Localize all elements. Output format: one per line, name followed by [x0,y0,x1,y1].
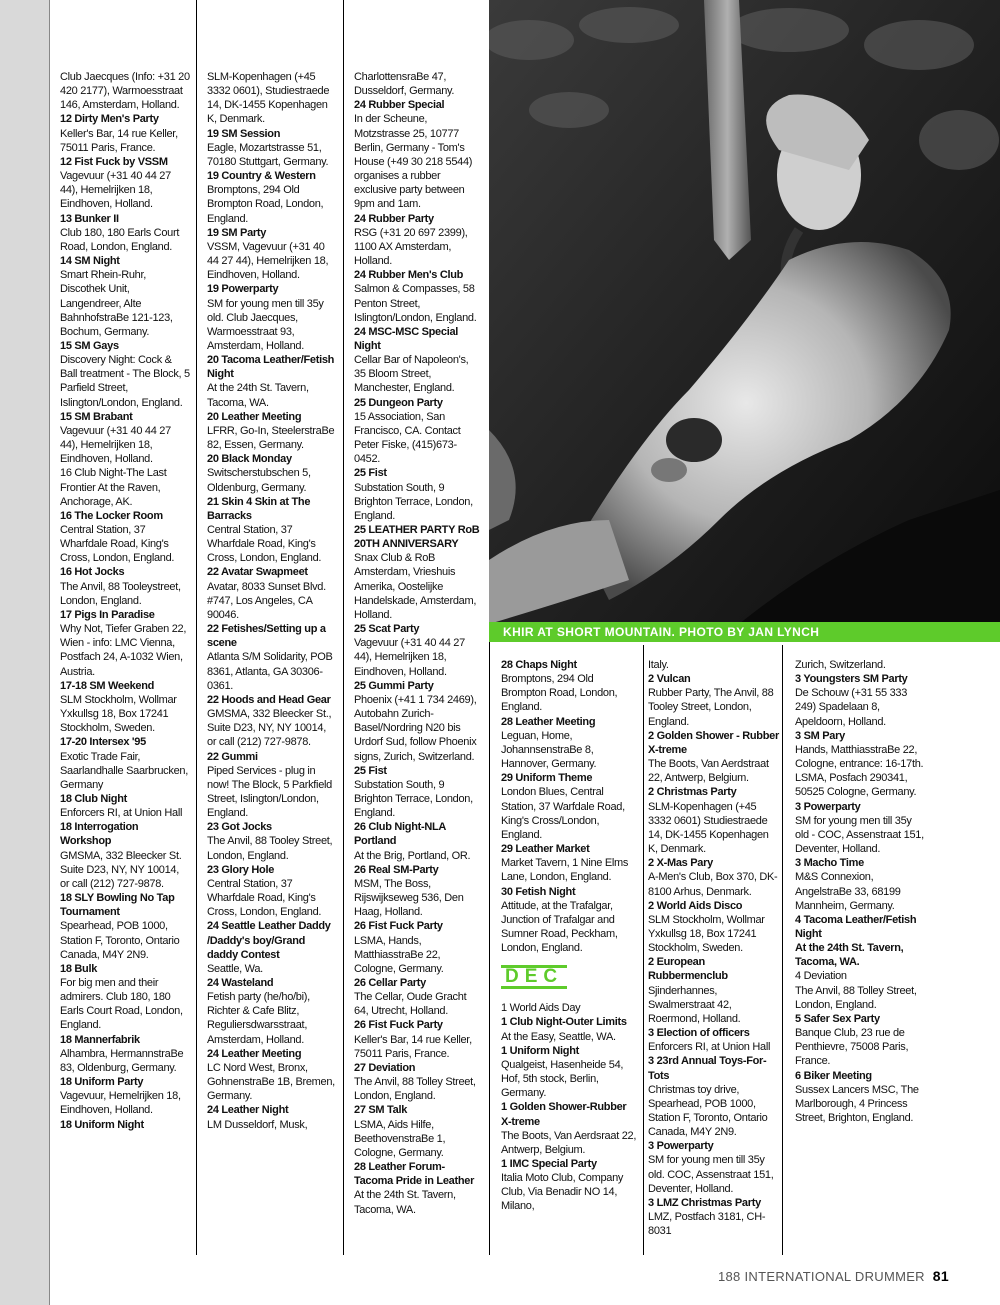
event-listing [648,899,780,956]
event-details: Central Station, 37 Wharfdale Road, King's Cross, London, England. [207,524,322,565]
event-details: Central Station, 37 Wharfdale Road, King's Cross, London, England. [207,877,322,919]
event-details: SLM Stockholm, Wollmar Yxkullsg 18, Box 17241 Stockholm, Sweden. [648,913,765,955]
event-title: 20 Black Monday [207,453,292,466]
event-title: 23 Got Jocks [207,821,272,834]
event-listing [648,658,780,672]
event-details: Christmas toy drive, Spearhead, POB 1000, Station F, Toronto, Ontario Canada, M4Y 2N9. [648,1083,768,1139]
event-listing [648,856,780,898]
event-title: 2 European Rubbermenclub [648,956,728,983]
event-listing [207,919,337,976]
event-listing [648,1139,780,1196]
listing-column-4 [501,658,639,1214]
event-listing [60,1033,190,1075]
event-listing [354,863,482,920]
event-title: 18 Bulk [60,962,98,975]
column-rule [196,0,197,1255]
photo-illustration [489,0,1000,624]
event-listing [354,976,482,1018]
page-footer [718,1268,949,1284]
event-details: Enforcers RI, at Union Hall [648,1041,771,1054]
event-title: 3 Macho Time [795,857,864,870]
event-title: 15 SM Brabant [60,410,133,423]
event-details: Smart Rhein-Ruhr, Discothek Unit, Langendreer, Alte BahnhofstraBe 121-123, Bochum, Germany. [60,269,173,338]
event-title: 24 Leather Meeting [207,1047,302,1060]
page-edge-line [49,0,50,1305]
event-details: Italia Moto Club, Company Club, Via Benadir NO 14, Milano, [501,1172,624,1213]
event-details: VSSM, Vagevuur (+31 40 44 27 44), Hemelrijken 18, Eindhoven, Holland. [207,240,329,282]
event-details: 1 World Aids Day [501,1002,581,1015]
event-details: At the Brig, Portland, OR. [354,849,471,862]
event-listing [354,325,482,396]
event-details: Discovery Night: Cock & Ball treatment - The Block, 5 Parfield Street, Islington/London, England. [60,354,190,409]
event-title: 29 Leather Market [501,843,590,856]
event-title: 19 SM Party [207,226,267,239]
event-title: 2 Vulcan [648,673,691,686]
listing-column-2 [207,70,337,1132]
event-details: Switscherstubschen 5, Oldenburg, Germany. [207,467,311,494]
event-details: Market Tavern, 1 Nine Elms Lane, London, England. [501,857,629,884]
event-title: 19 SM Session [207,127,281,140]
event-details: Vagevuur (+31 40 44 27 44), Hemelrijken 18, Eindhoven, Holland. [60,170,171,211]
event-listing [354,98,482,211]
event-title: 3 Youngsters SM Party [795,673,908,686]
event-details: LFRR, Go-In, SteelerstraBe 82, Essen, Germany. [207,424,335,452]
event-title: 1 Club Night-Outer Limits [501,1016,627,1029]
event-listing [60,70,190,112]
event-listing [795,913,925,941]
event-title: 17-20 Intersex '95 [60,736,146,749]
event-listing [648,1054,780,1139]
event-title: 24 Seattle Leather Daddy /Daddy's boy/Grand daddy Contest [207,920,331,961]
event-listing [207,622,337,693]
event-details: At the 24th St. Tavern, Tacoma, WA. [354,1189,456,1216]
event-title: 22 Fetishes/Setting up a scene [207,623,326,650]
event-details: The Cellar, Oude Gracht 64, Utrecht, Holland. [354,991,467,1018]
event-details: The Boots, Van Aerdsraat 22, Antwerp, Belgium. [501,1129,637,1156]
event-details: The Anvil, 88 Tooley Street, London, England. [207,835,333,862]
event-listing [501,1044,639,1101]
event-listing [60,891,190,962]
event-title: 17 Pigs In Paradise [60,608,155,621]
event-listing [501,1015,639,1043]
event-title: 25 Dungeon Party [354,396,443,409]
event-listing [795,984,925,1012]
event-details: SLM Stockholm, Wollmar Yxkullsg 18, Box 17241 Stockholm, Sweden. [60,693,177,735]
event-details: De Schouw (+31 55 333 249) Spadelaan 8, Apeldoorn, Holland. [795,687,908,728]
event-details: Keller's Bar, 14 rue Keller, 75011 Paris, France. [60,127,178,154]
event-listing [795,658,925,672]
event-details: Substation South, 9 Brighton Terrace, London, England. [354,481,473,522]
event-title: 12 Fist Fuck by VSSM [60,155,168,168]
event-title: 16 Hot Jocks [60,566,125,579]
event-details: Leguan, Home, JohannsenstraBe 8, Hannover, Germany. [501,729,597,771]
event-details: M&S Connexion, AngelstraBe 33, 68199 Mannheim, Germany. [795,871,901,912]
event-title: 1 Uniform Night [501,1044,579,1057]
event-listing [648,1196,780,1238]
event-details: Sjinderhannes, Swalmerstraat 42, Roermond, Holland. [648,984,741,1025]
event-listing [648,955,780,1026]
event-title: 25 Gummi Party [354,679,434,692]
event-listing [60,792,190,820]
event-listing [648,672,780,729]
event-details: SM for young men till 35y old. COC, Assenstraat 151, Deventer, Holland. [648,1154,774,1195]
event-title: 2 X-Mas Pary [648,857,713,870]
event-title: 25 LEATHER PARTY RoB 20TH ANNIVERSARY [354,524,480,551]
event-title: 24 Rubber Men's Club [354,269,464,282]
event-listing [60,339,190,410]
event-listing [207,1103,337,1131]
event-details: Substation South, 9 Brighton Terrace, London, England. [354,778,473,820]
event-title: 26 Club Night-NLA Portland [354,821,446,848]
column-rule [343,0,344,1255]
event-title: 18 Interrogation Workshop [60,821,139,848]
event-listing [207,282,337,353]
event-listing [207,693,337,750]
event-title: 26 Real SM-Party [354,863,439,876]
event-details: Eagle, Mozartstrasse 51, 70180 Stuttgart, Germany. [207,141,329,168]
event-details: Central Station, 37 Wharfdale Road, King's Cross, London, England. [60,524,175,565]
event-title: 18 Uniform Night [60,1118,144,1131]
event-listing [501,842,639,884]
event-title: 3 Powerparty [648,1140,714,1153]
event-listing [60,1118,190,1132]
event-listing [795,672,925,729]
event-listing [354,622,482,679]
page-number: 81 [932,1268,949,1284]
event-title: 3 Powerparty [795,800,861,813]
event-title: 5 Safer Sex Party [795,1012,880,1025]
event-listing [60,509,190,566]
event-listing [648,729,780,786]
event-details: Vagevuur, Hemelrijken 18, Eindhoven, Holland. [60,1090,181,1117]
event-details: GMSMA, 332 Bleecker St. Suite D23, NY, NY 10014, or call (212) 727-9878. [60,849,182,890]
event-title: 18 SLY Bowling No Tap Tournament [60,892,175,919]
event-listing [795,969,925,983]
footer-issue: 188 INTERNATIONAL DRUMMER [718,1269,925,1284]
column-rule [643,645,644,1255]
event-details: MSM, The Boss, Rijswijkseweg 536, Den Haag, Holland. [354,877,464,919]
event-title: 2 Christmas Party [648,786,737,799]
event-listing [354,1103,482,1160]
event-details: RSG (+31 20 697 2399), 1100 AX Amsterdam, Holland. [354,226,468,268]
event-details: The Anvil, 88 Tolley Street, London, England. [795,984,917,1011]
listing-column-1 [60,70,190,1132]
event-listing [207,452,337,494]
event-details: Club 180, 180 Earls Court Road, London, England. [60,226,180,253]
event-title: 21 Skin 4 Skin at The Barracks [207,495,311,522]
event-details: Vagevuur (+31 40 44 27 44), Hemelrijken 18, Eindhoven, Holland. [354,637,465,678]
event-details: Attitude, at the Trafalgar, Junction of Trafalgar and Sumner Road, Peckham, London, England. [501,899,618,955]
event-listing [207,127,337,169]
event-details: Rubber Party, The Anvil, 88 Tooley Street, London, England. [648,687,774,728]
event-details: 15 Association, San Francisco, CA. Contact Peter Fiske, (415)673-0452. [354,410,461,466]
event-listing [354,396,482,467]
event-details: Bromptons, 294 Old Brompton Road, London, England. [207,184,324,225]
event-listing [354,1160,482,1217]
event-details: The Anvil, 88 Tolley Street, London, England. [354,1076,476,1103]
event-title: 3 SM Pary [795,729,845,742]
event-listing [501,658,639,715]
event-details: Vagevuur (+31 40 44 27 44), Hemelrijken 18, Eindhoven, Holland. [60,424,171,466]
event-title: 26 Fist Fuck Party [354,1019,443,1032]
event-details: The Boots, Van Aerdstraat 22, Antwerp, Belgium. [648,758,769,785]
event-listing [207,976,337,1047]
event-listing [795,1069,925,1126]
event-details: Fetish party (he/ho/bi), Richter & Cafe Blitz, Reguliersdwarsstraat, Amsterdam, Holland. [207,991,310,1046]
event-details: Exotic Trade Fair, Saarlandhalle Saarbrucken, Germany [60,750,188,791]
event-details: SM for young men till 35y old. Club Jaecques, Warmoesstraat 93, Amsterdam, Holland. [207,297,324,352]
event-title: 26 Fist Fuck Party [354,920,443,933]
event-details: Italy. [648,659,669,671]
event-listing [501,885,639,956]
event-title: 27 Deviation [354,1061,416,1074]
event-details: Alhambra, HermannstraBe 83, Oldenburg, Germany. [60,1047,184,1074]
event-title: 25 Fist [354,467,387,480]
event-details: At the Easy, Seattle, WA. [501,1030,616,1043]
event-listing [795,800,925,857]
event-listing [354,523,482,622]
listing-column-5 [648,658,780,1238]
event-title: 24 MSC-MSC Special Night [354,325,459,352]
event-details: SLM-Kopenhagen (+45 3332 0601), Studiestraede 14, DK-1455 Kopenhagen K, Denmark. [207,71,330,126]
event-title: At the 24th St. Tavern, Tacoma, WA. [795,942,904,969]
event-listing [354,764,482,821]
event-details: Spearhead, POB 1000, Station F, Toronto, Ontario Canada, M4Y 2N9. [60,920,180,961]
event-listing [60,608,190,679]
event-listing [648,1026,780,1054]
event-title: 1 IMC Special Party [501,1158,597,1170]
event-details: Phoenix (+41 1 734 2469), Autobahn Zurich-Basel/Nordring N20 bis Urdorf Sud, follow Phoenix signs, Zurich, Switzerland. [354,693,477,763]
event-listing [207,565,337,622]
event-details: Salmon & Compasses, 58 Penton Street, Islington/London, England. [354,283,477,324]
event-title: 20 Tacoma Leather/Fetish Night [207,354,335,381]
event-listing [60,410,190,467]
event-title: 24 Rubber Special [354,99,445,112]
event-title: 12 Dirty Men's Party [60,113,159,126]
event-details: At the 24th St. Tavern, Tacoma, WA. [207,382,309,409]
event-title: 4 Tacoma Leather/Fetish Night [795,913,917,940]
event-details: Atlanta S/M Solidarity, POB 8361, Atlanta, GA 30306-0361. [207,651,333,692]
event-details: CharlottensraBe 47, Dusseldorf, Germany. [354,71,455,98]
event-title: 22 Hoods and Head Gear [207,693,331,706]
event-title: 19 Powerparty [207,283,279,296]
event-title: 29 Uniform Theme [501,772,593,785]
event-listing [354,466,482,523]
event-listing [207,226,337,283]
event-details: In der Scheune, Motzstrasse 25, 10777 Berlin, Germany - Tom's House (+49 30 218 5544) organises a rubber exclusive party between 9pm and 1am. [354,113,473,211]
event-title: 2 Golden Shower - Rubber X-treme [648,729,779,756]
event-title: 1 Golden Shower-Rubber X-treme [501,1101,627,1128]
event-title: 16 The Locker Room [60,509,163,522]
event-details: LM Dusseldorf, Musk, [207,1118,308,1131]
event-listing [207,169,337,226]
event-listing [60,155,190,212]
event-title: 2 World Aids Disco [648,899,743,912]
event-details: Banque Club, 23 rue de Penthievre, 75008 Paris, France. [795,1027,909,1068]
event-title: 25 Scat Party [354,623,420,636]
event-details: Club Jaecques (Info: +31 20 420 2177), Warmoesstraat 146, Amsterdam, Holland. [60,71,190,112]
event-listing [207,1047,337,1104]
event-details: LSMA, Aids Hilfe, BeethovenstraBe 1, Cologne, Germany. [354,1118,446,1159]
column-rule [782,645,783,1255]
event-title: 24 Rubber Party [354,212,434,225]
event-title: 19 Country & Western [207,170,316,183]
event-details: Avatar, 8033 Sunset Blvd. #747, Los Angeles, CA 90046. [207,580,326,621]
event-title: 25 Fist [354,764,387,777]
event-listing [60,962,190,1033]
event-title: 24 Leather Night [207,1104,289,1117]
event-details: LC Nord West, Bronx, GohnenstraBe 1B, Bremen, Germany. [207,1061,335,1103]
event-listing [207,70,337,127]
event-title: 20 Leather Meeting [207,410,302,423]
event-listing [60,112,190,154]
event-title: 27 SM Talk [354,1104,408,1117]
event-title: 18 Uniform Party [60,1076,144,1089]
event-listing [501,771,639,842]
event-listing [795,1012,925,1069]
event-listing [207,820,337,862]
event-title: 22 Avatar Swapmeet [207,566,308,579]
event-listing [207,863,337,920]
event-details: LMZ, Postfach 3181, CH-8031 [648,1211,766,1238]
event-title: 18 Club Night [60,792,127,805]
event-listing [354,820,482,862]
event-listing [207,750,337,821]
event-details: GMSMA, 332 Bleecker St., Suite D23, NY, NY 10014, or call (212) 727-9878. [207,708,332,749]
event-details: Sussex Lancers MSC, The Marlborough, 4 Princess Street, Brighton, England. [795,1083,919,1124]
event-listing [60,212,190,254]
event-title: 6 Biker Meeting [795,1069,872,1082]
event-listing [354,212,482,269]
event-title: 3 Election of officers [648,1027,750,1040]
event-details: SLM-Kopenhagen (+45 3332 0601) Studiestraede 14, DK-1455 Kopenhagen K, Denmark. [648,800,769,856]
photo [489,0,1000,624]
event-title: 18 Mannerfabrik [60,1033,140,1046]
event-details: Keller's Bar, 14 rue Keller, 75011 Paris, France. [354,1033,472,1060]
event-listing [354,679,482,764]
event-listing [501,715,639,772]
event-title: 17-18 SM Weekend [60,679,155,692]
event-listing [795,941,925,969]
event-details: 16 Club Night-The Last Frontier At the Raven, Anchorage, AK. [60,467,167,508]
event-details: LSMA, Hands, MatthiasstraBe 22, Cologne, Germany. [354,934,444,975]
event-listing [207,353,337,410]
event-details: Enforcers RI, at Union Hall [60,807,183,820]
event-listing [60,565,190,607]
event-details: The Anvil, 88 Tooleystreet, London, England. [60,580,181,607]
event-title: 3 23rd Annual Toys-For-Tots [648,1055,767,1082]
event-listing [501,1157,639,1214]
event-title: 24 Wasteland [207,977,274,989]
event-listing [354,1061,482,1103]
event-listing [501,1100,639,1157]
event-details: Qualgeist, Hasenheide 54, Hof, 5th stock, Berlin, Germany. [501,1058,624,1100]
event-title: 15 SM Gays [60,339,119,352]
event-details: Why Not, Tiefer Graben 22, Wien - info: LMC Vienna, Postfach 24, A-1032 Wien, Austria. [60,623,187,678]
event-title: 26 Cellar Party [354,977,426,989]
event-details: Hands, MatthiasstraBe 22, Cologne, entrance: 16-17th. LSMA, Posfach 290341, 50525 Cologne, Germany. [795,743,924,799]
event-listing [501,1001,639,1015]
event-details: SM for young men till 35y old - COC, Assenstraat 151, Deventer, Holland. [795,814,924,856]
event-title: 13 Bunker II [60,212,119,225]
event-listing [354,70,482,98]
event-title: 30 Fetish Night [501,885,576,898]
event-details: Zurich, Switzerland. [795,659,886,671]
event-title: 22 Gummi [207,750,258,763]
event-listing [207,410,337,452]
event-listing [354,919,482,976]
event-listing [60,466,190,508]
event-details: A-Men's Club, Box 370, DK-8100 Arhus, Denmark. [648,871,778,898]
event-title: 14 SM Night [60,255,120,268]
event-listing [60,735,190,792]
event-listing [795,729,925,800]
event-listing [354,1018,482,1060]
event-listing [207,495,337,566]
event-details: For big men and their admirers. Club 180, 180 Earls Court Road, London, England. [60,977,183,1032]
event-details: Seattle, Wa. [207,962,263,975]
event-listing [60,679,190,736]
event-details: Cellar Bar of Napoleon's, 35 Bloom Street, Manchester, England. [354,354,469,395]
event-listing [60,820,190,891]
event-listing [795,856,925,913]
event-details: Piped Services - plug in now! The Block, 5 Parkfield Street, Islington/London, England. [207,764,332,820]
listing-column-3 [354,70,482,1217]
event-title: 28 Leather Meeting [501,715,596,728]
event-listing [60,254,190,339]
month-heading: DEC [501,965,567,989]
photo-caption: KHIR AT SHORT MOUNTAIN. PHOTO BY JAN LYNCH [489,622,1000,642]
page-gutter [0,0,49,1305]
listing-column-6 [795,658,925,1125]
event-listing [60,1075,190,1117]
event-listing [648,785,780,856]
event-title: 28 Chaps Night [501,659,577,671]
event-details: Snax Club & RoB Amsterdam, Vrieshuis Amerika, Oostelijke Handelskade, Amsterdam, Holland. [354,552,477,621]
event-title: 3 LMZ Christmas Party [648,1196,761,1209]
event-listing [354,268,482,325]
event-title: 23 Glory Hole [207,863,275,876]
event-details: London Blues, Central Station, 37 Warfdale Road, King's Cross/London, England. [501,786,625,841]
event-details: 4 Deviation [795,970,847,983]
event-title: 28 Leather Forum-Tacoma Pride in Leather [354,1161,475,1188]
event-details: Bromptons, 294 Old Brompton Road, London, England. [501,673,618,714]
